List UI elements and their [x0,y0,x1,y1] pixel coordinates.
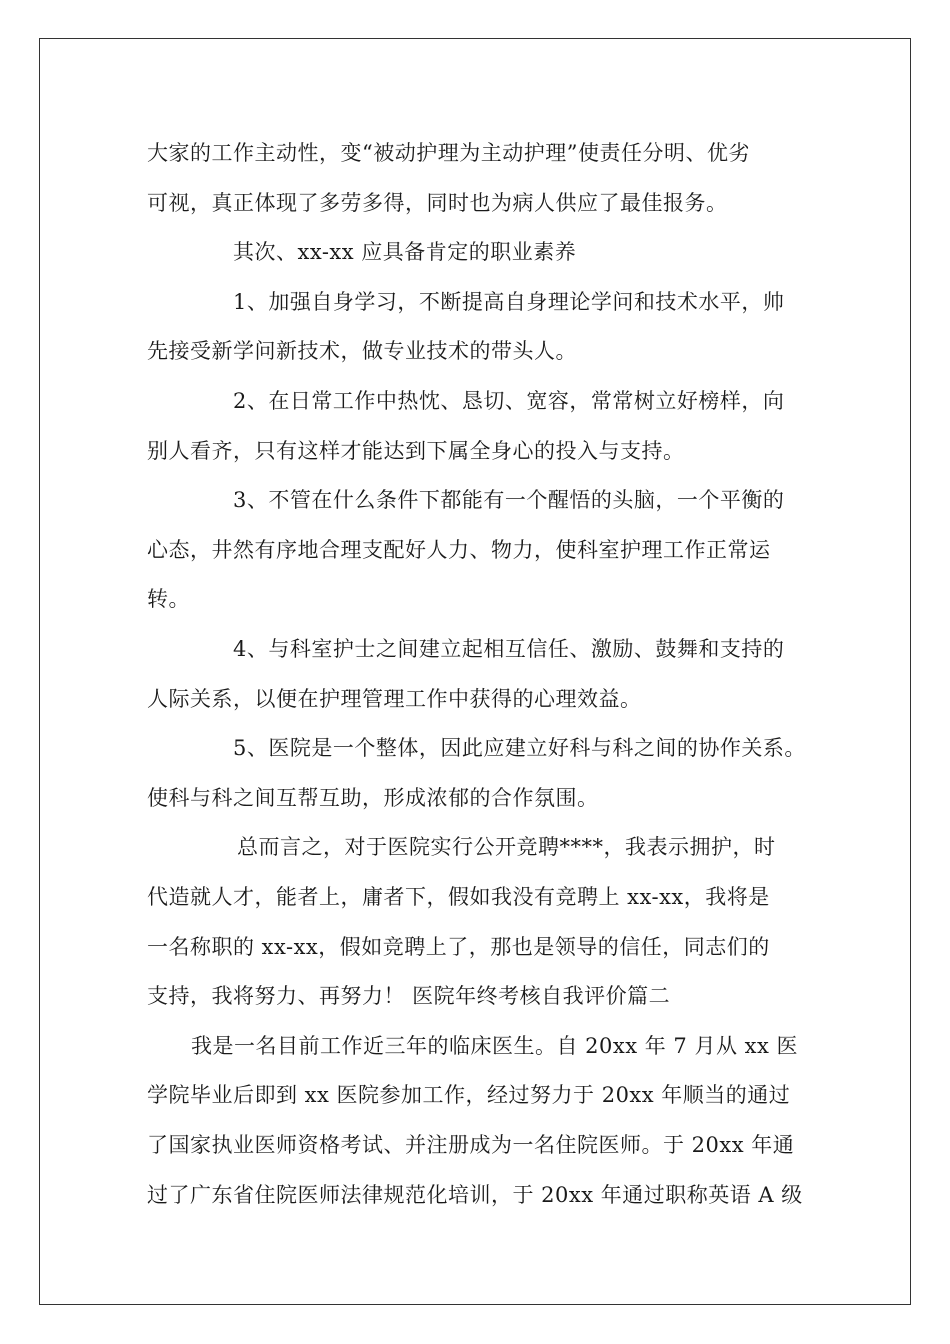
text-line: 大家的工作主动性，变“被动护理为主动护理”使责任分明、优劣 [147,141,750,165]
page-border [39,38,911,1305]
text-line: 5、医院是一个整体，因此应建立好科与科之间的协作关系。 [233,736,806,760]
text-line: 过了广东省住院医师法律规范化培训，于 20xx 年通过职称英语 A 级 [147,1183,803,1207]
text-line: 总而言之，对于医院实行公开竞聘****，我表示拥护，时 [237,835,776,859]
text-line: 3、不管在什么条件下都能有一个醒悟的头脑，一个平衡的 [233,488,785,512]
text-line: 了国家执业医师资格考试、并注册成为一名住院医师。于 20xx 年通 [147,1133,795,1157]
text-line: 转。 [147,587,190,611]
text-line: 学院毕业后即到 xx 医院参加工作，经过努力于 20xx 年顺当的通过 [147,1083,791,1107]
text-line: 我是一名目前工作近三年的临床医生。自 20xx 年 7 月从 xx 医 [191,1034,799,1058]
text-line: 1、加强自身学习，不断提高自身理论学问和技术水平，帅 [233,290,785,314]
text-line: 人际关系，以便在护理管理工作中获得的心理效益。 [147,687,642,711]
text-line: 2、在日常工作中热忱、恳切、宽容，常常树立好榜样，向 [233,389,785,413]
text-line: 支持，我将努力、再努力！ 医院年终考核自我评价篇二 [147,984,671,1008]
text-line: 使科与科之间互帮互助，形成浓郁的合作氛围。 [147,786,599,810]
text-line: 4、与科室护士之间建立起相互信任、激励、鼓舞和支持的 [233,637,785,661]
text-line: 心态，井然有序地合理支配好人力、物力，使科室护理工作正常运 [147,538,771,562]
text-line: 代造就人才，能者上，庸者下，假如我没有竞聘上 xx-xx，我将是 [147,885,770,909]
text-line: 可视，真正体现了多劳多得，同时也为病人供应了最佳报务。 [147,191,728,215]
text-line: 别人看齐，只有这样才能达到下属全身心的投入与支持。 [147,439,685,463]
text-line: 一名称职的 xx-xx，假如竞聘上了，那也是领导的信任，同志们的 [147,935,770,959]
text-line: 其次、xx-xx 应具备肯定的职业素养 [233,240,577,264]
text-line: 先接受新学问新技术，做专业技术的带头人。 [147,339,577,363]
